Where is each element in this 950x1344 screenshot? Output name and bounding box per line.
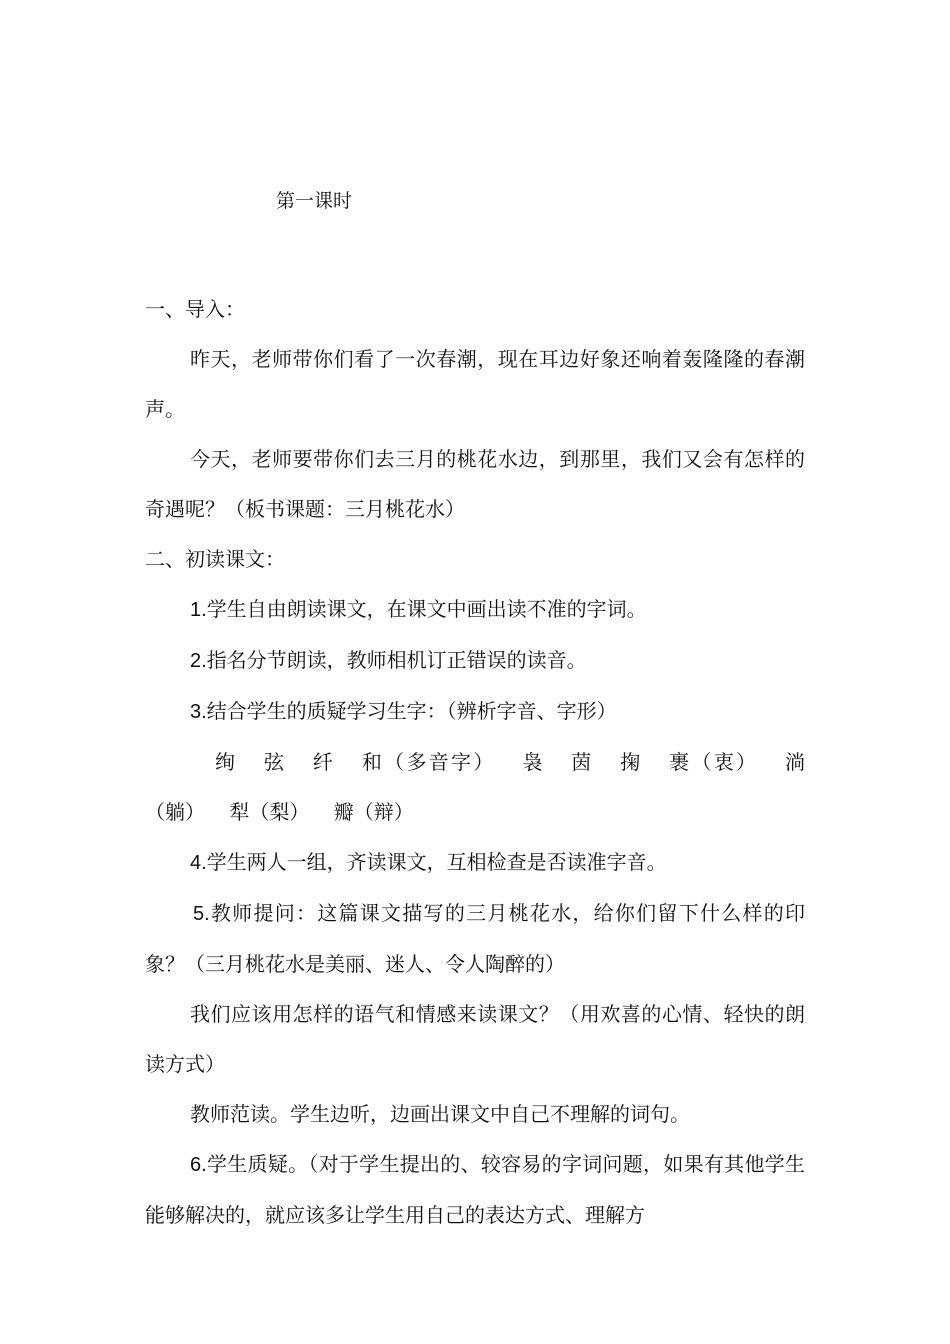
item-text: 学生质疑。（对于学生提出的、较容易的字词问题，如果有其他学生能够解决的，就应该多让学生用自己的表达方式、理解方 xyxy=(145,1152,805,1227)
list-item-3 xyxy=(145,686,805,737)
heading-text: 一、导入： xyxy=(145,297,245,321)
paragraph-yesterday xyxy=(145,334,805,434)
new-characters-list xyxy=(145,737,805,837)
paragraph-teacher-reading xyxy=(145,1089,805,1139)
item-number: 4. xyxy=(190,852,207,874)
list-item-2 xyxy=(145,635,805,686)
list-item-5 xyxy=(145,888,805,989)
paragraph-today xyxy=(145,434,805,534)
paragraph-text: 我们应该用怎样的语气和情感来读课文？（用欢喜的心情、轻快的朗读方式） xyxy=(145,1002,805,1076)
heading-text: 二、初读课文： xyxy=(145,547,285,571)
item-number: 1. xyxy=(190,599,207,621)
paragraph-text: 昨天，老师带你们看了一次春潮，现在耳边好象还响着轰隆隆的春潮声。 xyxy=(145,347,805,421)
item-text: 教师提问：这篇课文描写的三月桃花水，给你们留下什么样的印象？（三月桃花水是美丽、迷人、令人陶醉的） xyxy=(145,901,805,976)
lesson-body xyxy=(145,284,805,1240)
characters-text: 绚 弦 纤 和（多音字） 袅 茵 掬 裹（衷） 淌（躺） 犁（梨） 瓣（辩） xyxy=(145,750,805,824)
lesson-title: 第一课时 xyxy=(276,190,353,212)
item-text: 指名分节朗读，教师相机订正错误的读音。 xyxy=(206,648,587,672)
list-item-1 xyxy=(145,584,805,635)
item-text: 学生自由朗读课文，在课文中画出读不准的字词。 xyxy=(206,597,647,621)
paragraph-text: 教师范读。学生边听，边画出课文中自己不理解的词句。 xyxy=(190,1102,690,1126)
list-item-6 xyxy=(145,1139,805,1240)
section-heading-first-reading xyxy=(145,534,805,584)
item-number: 2. xyxy=(190,650,207,672)
list-item-4 xyxy=(145,837,805,888)
paragraph-reading-tone xyxy=(145,989,805,1089)
item-text: 学生两人一组，齐读课文，互相检查是否读准字音。 xyxy=(206,850,667,874)
item-number: 6. xyxy=(190,1154,207,1176)
item-number: 3. xyxy=(190,701,207,723)
paragraph-text: 今天，老师要带你们去三月的桃花水边，到那里，我们又会有怎样的奇遇呢？（板书课题：三月桃花水） xyxy=(145,447,805,521)
section-heading-intro xyxy=(145,284,805,334)
item-number: 5. xyxy=(193,903,210,925)
item-text: 结合学生的质疑学习生字：（辨析字音、字形） xyxy=(206,699,617,723)
